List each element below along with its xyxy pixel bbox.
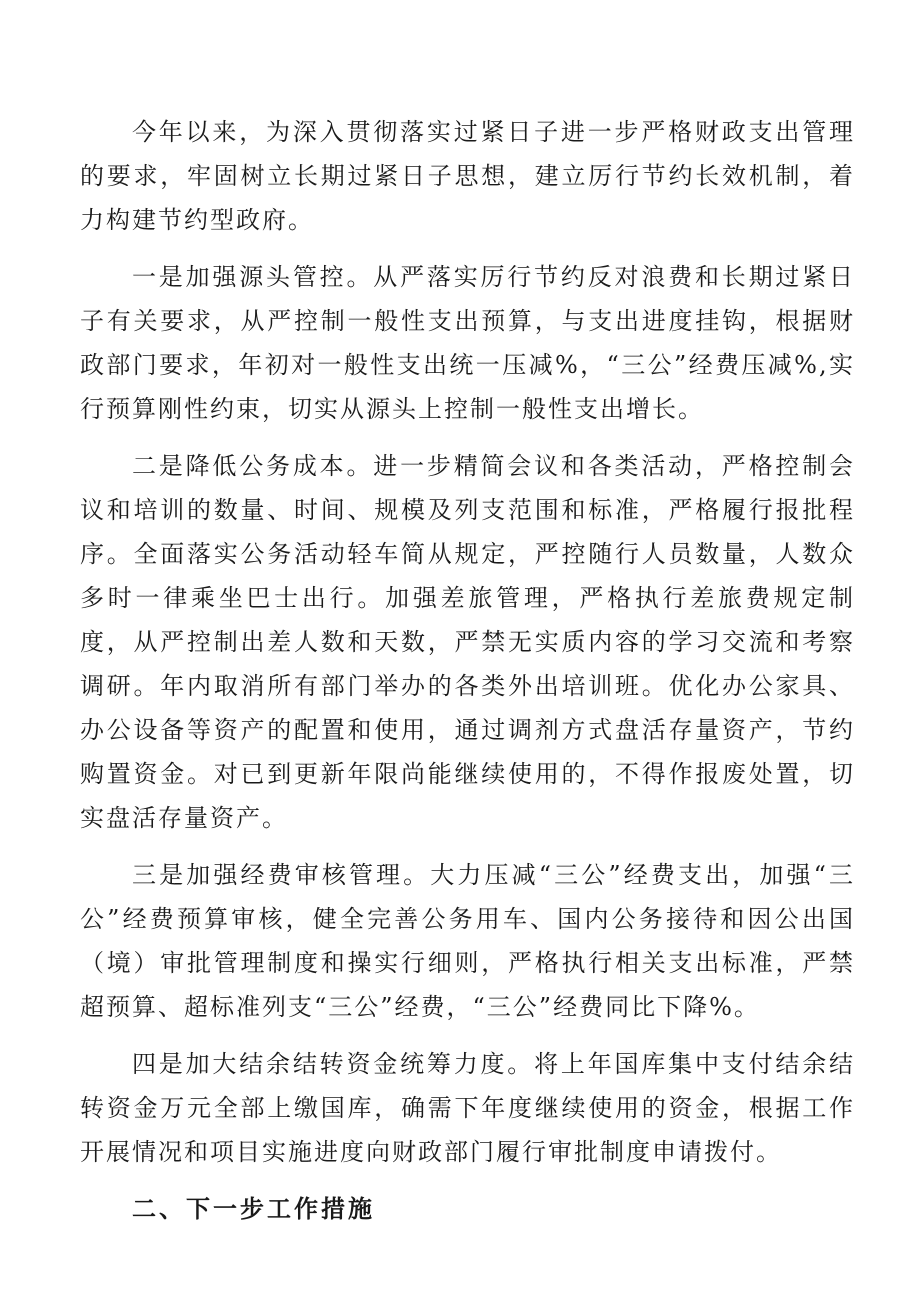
paragraph-reduce-costs: 二是降低公务成本。进一步精简会议和各类活动，严格控制会议和培训的数量、时间、规模及列支范围和标准，严格履行报批程序。全面落实公务活动轻车简从规定，严控随行人员数量，人数众多时一律乘坐巴士出行。加强差旅管理，严格执行差旅费规定制度，从严控制出差人数和天数，严禁无实质内容的学习交流和考察调研。年内取消所有部门举办的各类外出培训班。优化办公家具、办公设备等资产的配置和使用，通过调剂方式盘活存量资产，节约购置资金。对已到更新年限尚能继续使用的，不得作报废处置，切实盘活存量资产。 <box>80 452 855 832</box>
document-body <box>80 110 855 1231</box>
paragraph-surplus-funds: 四是加大结余结转资金统筹力度。将上年国库集中支付结余结转资金万元全部上缴国库，确需下年度继续使用的资金，根据工作开展情况和项目实施进度向财政部门履行审批制度申请拨付。 <box>80 1050 855 1166</box>
paragraph-source-control: 一是加强源头管控。从严落实厉行节约反对浪费和长期过紧日子有关要求，从严控制一般性支出预算，与支出进度挂钩，根据财政部门要求，年初对一般性支出统一压减%，“三公”经费压减%,实行预算刚性约束，切实从源头上控制一般性支出增长。 <box>80 263 855 423</box>
intro-paragraph: 今年以来，为深入贯彻落实过紧日子进一步严格财政支出管理的要求，牢固树立长期过紧日子思想，建立厉行节约长效机制，着力构建节约型政府。 <box>80 118 855 234</box>
section-heading: 二、下一步工作措施 <box>132 1195 375 1223</box>
paragraph-audit-management: 三是加强经费审核管理。大力压减“三公”经费支出，加强“三公”经费预算审核，健全完善公务用车、国内公务接待和因公出国（境）审批管理制度和操实行细则，严格执行相关支出标准，严禁超预算、超标准列支“三公”经费，“三公”经费同比下降%。 <box>80 861 855 1021</box>
